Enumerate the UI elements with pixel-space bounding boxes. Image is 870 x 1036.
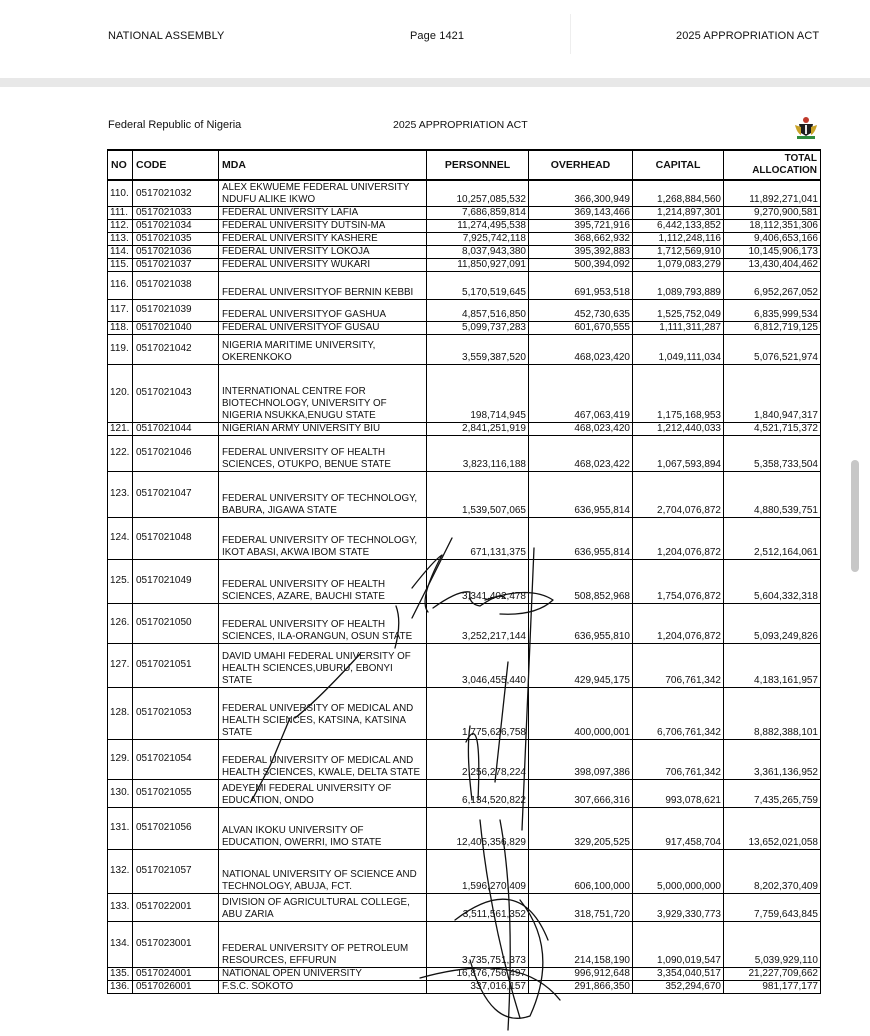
row-mda-name: FEDERAL UNIVERSITY KASHERE [219,232,427,245]
row-number: 120. [108,364,133,422]
row-mda-name: FEDERAL UNIVERSITY OF PETROLEUM RESOURCES, EFFURUN [219,921,427,967]
row-capital: 1,204,076,872 [633,603,724,643]
row-number: 123. [108,471,133,517]
appropriation-table [107,149,821,994]
row-overhead: 468,023,420 [529,422,633,435]
row-personnel: 11,850,927,091 [427,258,529,271]
row-number: 135. [108,967,133,980]
row-code: 0517021053 [133,687,219,739]
row-personnel: 3,559,387,520 [427,334,529,364]
table-row [108,559,821,603]
row-capital: 1,204,076,872 [633,517,724,559]
row-code: 0517024001 [133,967,219,980]
row-total-allocation: 8,202,370,409 [724,849,821,893]
table-row [108,849,821,893]
row-personnel: 1,539,507,065 [427,471,529,517]
row-code: 0517021055 [133,779,219,807]
column-header-total-allocation: TOTAL ALLOCATION [724,150,821,180]
row-number: 130. [108,779,133,807]
row-overhead: 691,953,518 [529,271,633,299]
row-number: 127. [108,643,133,687]
row-overhead: 329,205,525 [529,807,633,849]
row-overhead: 636,955,810 [529,603,633,643]
table-row [108,232,821,245]
row-personnel: 5,170,519,645 [427,271,529,299]
table-row [108,967,821,980]
row-code: 0517021049 [133,559,219,603]
row-capital: 3,929,330,773 [633,893,724,921]
column-header-code: CODE [133,150,219,180]
row-code: 0517021042 [133,334,219,364]
row-total-allocation: 5,076,521,974 [724,334,821,364]
row-personnel: 12,405,356,829 [427,807,529,849]
row-mda-name: FEDERAL UNIVERSITY OF HEALTH SCIENCES, AZARE, BAUCHI STATE [219,559,427,603]
row-number: 125. [108,559,133,603]
row-total-allocation: 4,880,539,751 [724,471,821,517]
row-code: 0517021048 [133,517,219,559]
row-total-allocation: 5,604,332,318 [724,559,821,603]
row-overhead: 395,392,883 [529,245,633,258]
row-personnel: 3,341,402,478 [427,559,529,603]
table-row [108,603,821,643]
row-total-allocation: 13,652,021,058 [724,807,821,849]
row-capital: 1,214,897,301 [633,206,724,219]
row-code: 0517021033 [133,206,219,219]
table-body [108,180,821,993]
table-row [108,687,821,739]
row-code: 0517022001 [133,893,219,921]
table-row [108,980,821,993]
document-page [0,87,870,1036]
row-capital: 5,000,000,000 [633,849,724,893]
row-mda-name: F.S.C. SOKOTO [219,980,427,993]
column-header-mda: MDA [219,150,427,180]
header-act-title: 2025 APPROPRIATION ACT [676,30,820,42]
row-capital: 6,442,133,852 [633,219,724,232]
row-total-allocation: 5,039,929,110 [724,921,821,967]
table-row [108,435,821,471]
row-total-allocation: 7,435,265,759 [724,779,821,807]
row-capital: 1,089,793,889 [633,271,724,299]
table-row [108,517,821,559]
row-mda-name: FEDERAL UNIVERSITY DUTSIN-MA [219,219,427,232]
row-capital: 1,268,884,560 [633,180,724,206]
row-total-allocation: 6,812,719,125 [724,321,821,334]
row-overhead: 318,751,720 [529,893,633,921]
row-number: 128. [108,687,133,739]
document-country-title: Federal Republic of Nigeria [108,119,242,131]
row-mda-name: FEDERAL UNIVERSITY OF HEALTH SCIENCES, OTUKPO, BENUE STATE [219,435,427,471]
row-number: 113. [108,232,133,245]
row-overhead: 395,721,916 [529,219,633,232]
row-personnel: 671,131,375 [427,517,529,559]
row-overhead: 508,852,968 [529,559,633,603]
row-code: 0517021032 [133,180,219,206]
table-row [108,643,821,687]
row-number: 129. [108,739,133,779]
row-personnel: 337,016,157 [427,980,529,993]
table-row [108,364,821,422]
row-total-allocation: 6,952,267,052 [724,271,821,299]
row-total-allocation: 7,759,643,845 [724,893,821,921]
table-row [108,299,821,321]
table-row [108,471,821,517]
row-number: 115. [108,258,133,271]
row-overhead: 601,670,555 [529,321,633,334]
row-mda-name: NATIONAL UNIVERSITY OF SCIENCE AND TECHNOLOGY, ABUJA, FCT. [219,849,427,893]
row-total-allocation: 9,406,653,166 [724,232,821,245]
row-mda-name: FEDERAL UNIVERSITYOF GASHUA [219,299,427,321]
column-header-personnel: PERSONNEL [427,150,529,180]
row-overhead: 307,666,316 [529,779,633,807]
row-personnel: 3,511,561,352 [427,893,529,921]
row-mda-name: ALEX EKWUEME FEDERAL UNIVERSITY NDUFU ALIKE IKWO [219,180,427,206]
row-total-allocation: 2,512,164,061 [724,517,821,559]
row-code: 0517021051 [133,643,219,687]
row-capital: 1,067,593,894 [633,435,724,471]
row-mda-name: DIVISION OF AGRICULTURAL COLLEGE, ABU ZARIA [219,893,427,921]
row-capital: 1,212,440,033 [633,422,724,435]
table-row [108,321,821,334]
row-total-allocation: 11,892,271,041 [724,180,821,206]
row-code: 0517023001 [133,921,219,967]
row-number: 116. [108,271,133,299]
row-mda-name: FEDERAL UNIVERSITY OF MEDICAL AND HEALTH SCIENCES, KWALE, DELTA STATE [219,739,427,779]
row-total-allocation: 8,882,388,101 [724,687,821,739]
row-code: 0517021056 [133,807,219,849]
row-personnel: 7,925,742,118 [427,232,529,245]
row-total-allocation: 4,183,161,957 [724,643,821,687]
row-number: 131. [108,807,133,849]
row-mda-name: NIGERIAN ARMY UNIVERSITY BIU [219,422,427,435]
row-personnel: 1,775,626,758 [427,687,529,739]
row-mda-name: FEDERAL UNIVERSITY LAFIA [219,206,427,219]
row-total-allocation: 1,840,947,317 [724,364,821,422]
row-total-allocation: 6,835,999,534 [724,299,821,321]
row-overhead: 636,955,814 [529,471,633,517]
row-personnel: 3,046,455,440 [427,643,529,687]
row-code: 0517021038 [133,271,219,299]
header-assembly-label: NATIONAL ASSEMBLY [108,30,225,42]
document-act-title: 2025 APPROPRIATION ACT [393,119,528,131]
row-total-allocation: 4,521,715,372 [724,422,821,435]
row-number: 114. [108,245,133,258]
row-mda-name: FEDERAL UNIVERSITY OF TECHNOLOGY, IKOT ABASI, AKWA IBOM STATE [219,517,427,559]
table-row [108,245,821,258]
row-code: 0517021034 [133,219,219,232]
row-capital: 1,112,248,116 [633,232,724,245]
row-personnel: 1,596,270,409 [427,849,529,893]
row-number: 121. [108,422,133,435]
row-number: 112. [108,219,133,232]
row-mda-name: INTERNATIONAL CENTRE FOR BIOTECHNOLOGY, UNIVERSITY OF NIGERIA NSUKKA,ENUGU STATE [219,364,427,422]
row-capital: 1,079,083,279 [633,258,724,271]
row-overhead: 369,143,466 [529,206,633,219]
row-personnel: 11,274,495,538 [427,219,529,232]
row-total-allocation: 3,361,136,952 [724,739,821,779]
row-personnel: 7,686,859,814 [427,206,529,219]
row-code: 0517021054 [133,739,219,779]
row-personnel: 198,714,945 [427,364,529,422]
row-total-allocation: 13,430,404,462 [724,258,821,271]
row-personnel: 8,037,943,380 [427,245,529,258]
document-viewer-header [0,0,870,78]
table-row [108,271,821,299]
row-code: 0517021043 [133,364,219,422]
row-mda-name: ADEYEMI FEDERAL UNIVERSITY OF EDUCATION, ONDO [219,779,427,807]
row-number: 132. [108,849,133,893]
row-code: 0517026001 [133,980,219,993]
column-header-no: NO [108,150,133,180]
row-capital: 993,078,621 [633,779,724,807]
row-capital: 1,712,569,910 [633,245,724,258]
header-divider [570,14,571,54]
row-mda-name: NIGERIA MARITIME UNIVERSITY, OKERENKOKO [219,334,427,364]
row-capital: 352,294,670 [633,980,724,993]
row-overhead: 468,023,420 [529,334,633,364]
row-personnel: 2,256,278,224 [427,739,529,779]
row-mda-name: FEDERAL UNIVERSITY WUKARI [219,258,427,271]
column-header-overhead: OVERHEAD [529,150,633,180]
column-header-capital: CAPITAL [633,150,724,180]
row-overhead: 429,945,175 [529,643,633,687]
row-number: 133. [108,893,133,921]
table-row [108,739,821,779]
row-code: 0517021044 [133,422,219,435]
table-row [108,219,821,232]
row-personnel: 4,857,516,850 [427,299,529,321]
row-capital: 6,706,761,342 [633,687,724,739]
row-mda-name: FEDERAL UNIVERSITYOF GUSAU [219,321,427,334]
row-capital: 706,761,342 [633,739,724,779]
row-overhead: 467,063,419 [529,364,633,422]
row-overhead: 996,912,648 [529,967,633,980]
row-total-allocation: 10,145,906,173 [724,245,821,258]
table-row [108,807,821,849]
table-row [108,258,821,271]
row-personnel: 3,252,217,144 [427,603,529,643]
row-mda-name: FEDERAL UNIVERSITY OF HEALTH SCIENCES, ILA-ORANGUN, OSUN STATE [219,603,427,643]
page-separator [0,78,870,87]
row-number: 119. [108,334,133,364]
row-total-allocation: 9,270,900,581 [724,206,821,219]
row-capital: 1,049,111,034 [633,334,724,364]
table-row [108,206,821,219]
row-mda-name: FEDERAL UNIVERSITY OF MEDICAL AND HEALTH SCIENCES, KATSINA, KATSINA STATE [219,687,427,739]
row-mda-name: DAVID UMAHI FEDERAL UNIVERSITY OF HEALTH SCIENCES,UBURU, EBONYI STATE [219,643,427,687]
row-personnel: 16,876,756,497 [427,967,529,980]
row-capital: 1,175,168,953 [633,364,724,422]
row-total-allocation: 981,177,177 [724,980,821,993]
row-personnel: 2,841,251,919 [427,422,529,435]
table-row [108,422,821,435]
row-overhead: 366,300,949 [529,180,633,206]
row-code: 0517021047 [133,471,219,517]
row-mda-name: ALVAN IKOKU UNIVERSITY OF EDUCATION, OWERRI, IMO STATE [219,807,427,849]
row-mda-name: FEDERAL UNIVERSITY LOKOJA [219,245,427,258]
appropriation-table-container [107,149,820,994]
header-page-number: Page 1421 [410,30,465,42]
table-header-row [108,150,821,180]
row-number: 117. [108,299,133,321]
row-capital: 1,525,752,049 [633,299,724,321]
row-total-allocation: 5,358,733,504 [724,435,821,471]
row-code: 0517021046 [133,435,219,471]
row-personnel: 6,134,520,822 [427,779,529,807]
row-number: 110. [108,180,133,206]
row-number: 124. [108,517,133,559]
row-personnel: 5,099,737,283 [427,321,529,334]
row-capital: 706,761,342 [633,643,724,687]
row-number: 111. [108,206,133,219]
table-row [108,334,821,364]
row-overhead: 398,097,386 [529,739,633,779]
row-overhead: 636,955,814 [529,517,633,559]
row-code: 0517021036 [133,245,219,258]
row-personnel: 3,735,751,373 [427,921,529,967]
table-row [108,893,821,921]
row-number: 136. [108,980,133,993]
row-number: 122. [108,435,133,471]
row-total-allocation: 18,112,351,306 [724,219,821,232]
row-capital: 2,704,076,872 [633,471,724,517]
row-personnel: 10,257,085,532 [427,180,529,206]
table-row [108,779,821,807]
row-number: 118. [108,321,133,334]
row-code: 0517021040 [133,321,219,334]
row-overhead: 452,730,635 [529,299,633,321]
row-overhead: 400,000,001 [529,687,633,739]
row-code: 0517021035 [133,232,219,245]
row-overhead: 368,662,932 [529,232,633,245]
row-code: 0517021037 [133,258,219,271]
row-overhead: 214,158,190 [529,921,633,967]
row-code: 0517021039 [133,299,219,321]
coat-of-arms-icon [793,115,819,141]
row-personnel: 3,823,116,188 [427,435,529,471]
row-capital: 917,458,704 [633,807,724,849]
row-total-allocation: 21,227,709,662 [724,967,821,980]
row-mda-name: FEDERAL UNIVERSITYOF BERNIN KEBBI [219,271,427,299]
row-number: 126. [108,603,133,643]
row-mda-name: NATIONAL OPEN UNIVERSITY [219,967,427,980]
row-code: 0517021057 [133,849,219,893]
row-overhead: 468,023,422 [529,435,633,471]
row-total-allocation: 5,093,249,826 [724,603,821,643]
row-overhead: 291,866,350 [529,980,633,993]
row-capital: 1,090,019,547 [633,921,724,967]
row-capital: 1,111,311,287 [633,321,724,334]
row-overhead: 500,394,092 [529,258,633,271]
row-mda-name: FEDERAL UNIVERSITY OF TECHNOLOGY, BABURA, JIGAWA STATE [219,471,427,517]
table-row [108,921,821,967]
row-code: 0517021050 [133,603,219,643]
row-capital: 1,754,076,872 [633,559,724,603]
table-row [108,180,821,206]
row-overhead: 606,100,000 [529,849,633,893]
vertical-scrollbar-thumb[interactable] [851,460,859,572]
row-capital: 3,354,040,517 [633,967,724,980]
row-number: 134. [108,921,133,967]
